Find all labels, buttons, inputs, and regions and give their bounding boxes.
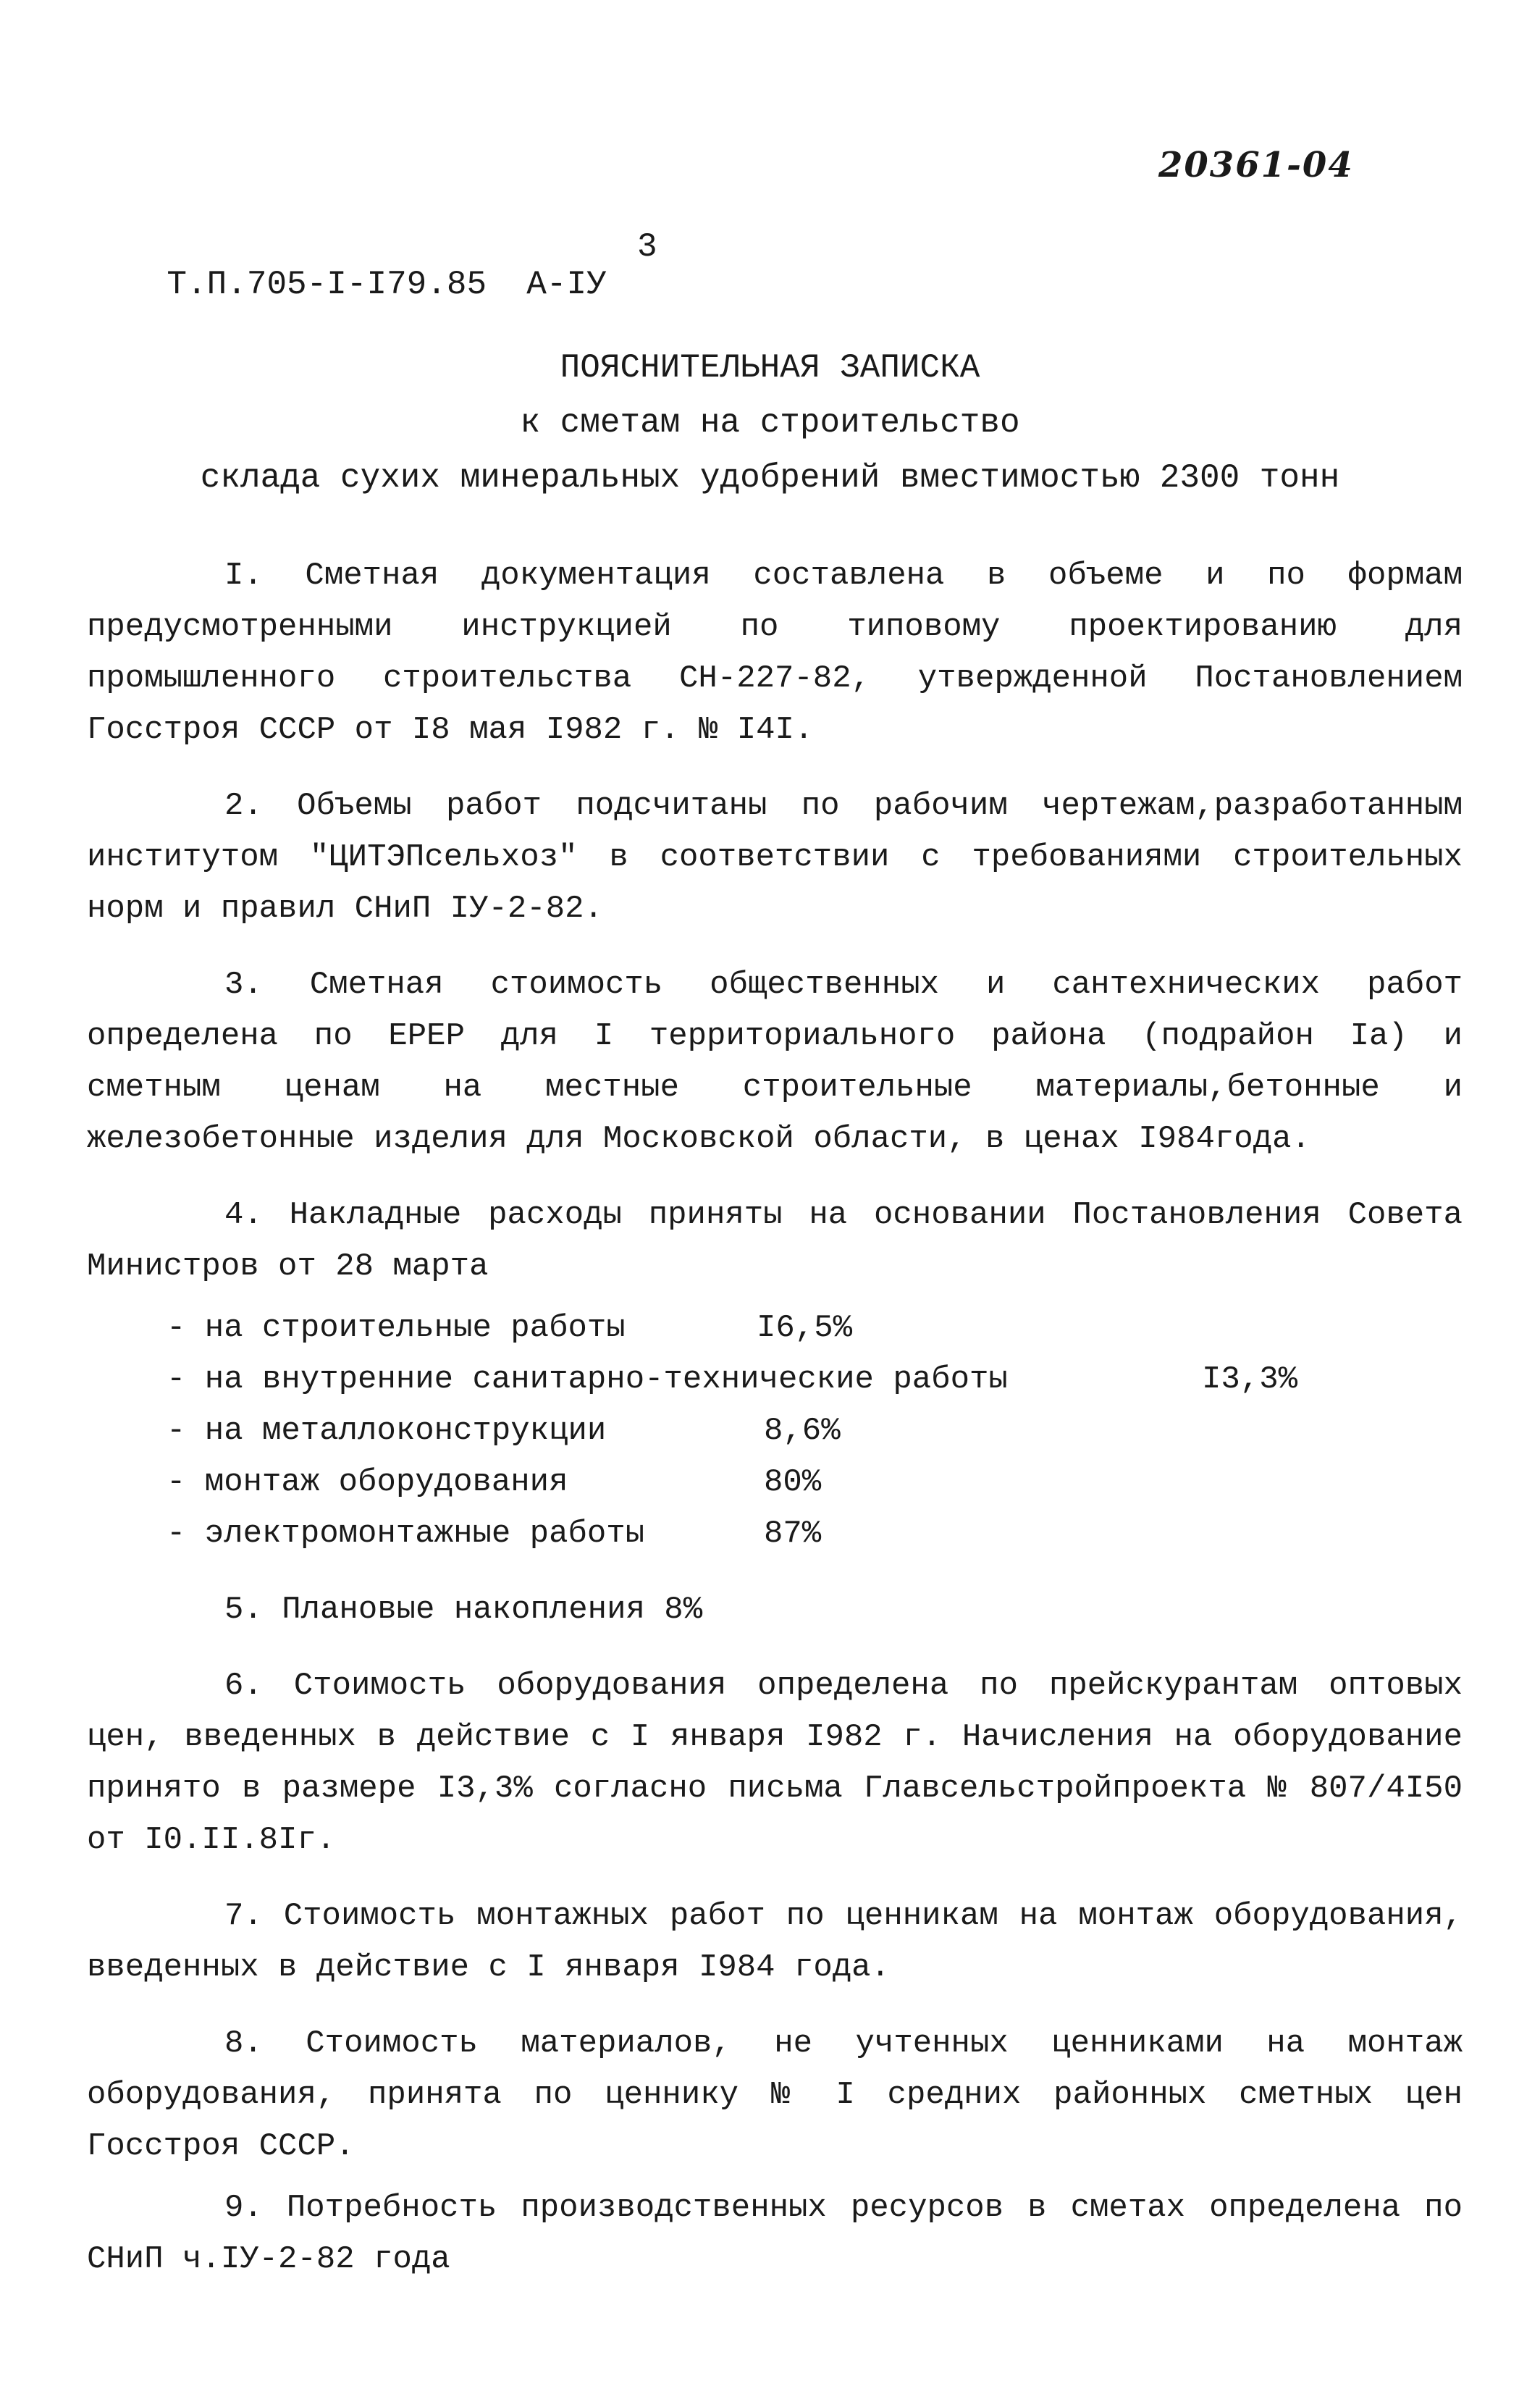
paragraph-8: 8. Стоимость материалов, не учтенных ценниками на монтаж оборудования, принята по ценнику № I средних районных сметных цен Госстроя СССР. [87,2025,1463,2164]
page-number: 3 [637,228,657,266]
paragraph-9: 9. Потребность производственных ресурсов в сметах определена по СНиП ч.IУ-2-82 года [87,2190,1463,2277]
list-item [167,1508,1463,1560]
paragraph-7: 7. Стоимость монтажных работ по ценникам на монтаж оборудования, введенных в действие с I января I984 года. [87,1898,1463,1986]
rate-value: 80% [764,1464,822,1500]
document-title [0,340,1540,505]
rate-value: I6,5% [757,1310,853,1346]
document-body [87,550,1463,2310]
title-line-2: к сметам на строительство [520,404,1020,442]
paragraph-6: 6. Стоимость оборудования определена по прейскурантам оптовых цен, введенных в действие с I января I982 г. Начисления на оборудование принято в размере I3,3% согласно письма Главсельстройпроекта № 807/4I50 от I0.II.8Iг. [87,1668,1463,1858]
rate-value: 8,6% [764,1413,841,1449]
paragraph-4: 4. Накладные расходы приняты на основании Постановления Совета Министров от 28 марта [87,1197,1463,1285]
title-line-1: ПОЯСНИТЕЛЬНАЯ ЗАПИСКА [560,349,980,387]
paragraph-2: 2. Объемы работ подсчитаны по рабочим чертежам,разработанным институтом "ЦИТЭПсельхоз" в соответствии с требованиями строительных норм и правил СНиП IУ-2-82. [87,788,1463,927]
rate-label: - на металлоконструкции [167,1413,607,1449]
overhead-rates-list [167,1303,1463,1560]
paragraph-5: 5. Плановые накопления 8% [224,1592,703,1628]
rate-value: I3,3% [1202,1361,1298,1398]
rate-label: - на внутренние санитарно-технические работы [167,1361,1008,1398]
list-item [167,1354,1463,1406]
rate-label: - электромонтажные работы [167,1516,645,1552]
rate-label: - на строительные работы [167,1310,626,1346]
project-code: Т.П.705-I-I79.85 А-IУ [167,266,607,303]
rate-label: - монтаж оборудования [167,1464,568,1500]
title-line-3: склада сухих минеральных удобрений вместимостью 2300 тонн [200,459,1340,497]
paragraph-3: 3. Сметная стоимость общественных и сантехнических работ определена по ЕРЕР для I территориального района (подрайон Iа) и сметным ценам на местные строительные материалы,бетонные и железобетонные изделия для Московской области, в ценах I984года. [87,967,1463,1157]
rate-value: 87% [764,1516,822,1552]
list-item [167,1457,1463,1508]
handwritten-document-id: 20361-04 [1158,145,1354,185]
list-item [167,1303,1463,1354]
paragraph-1: I. Сметная документация составлена в объеме и по формам предусмотренными инструкцией по типовому проектированию для промышленного строительства СН-227-82, утвержденной Постановлением Госстроя СССР от I8 мая I982 г. № I4I. [87,558,1463,748]
list-item [167,1406,1463,1457]
